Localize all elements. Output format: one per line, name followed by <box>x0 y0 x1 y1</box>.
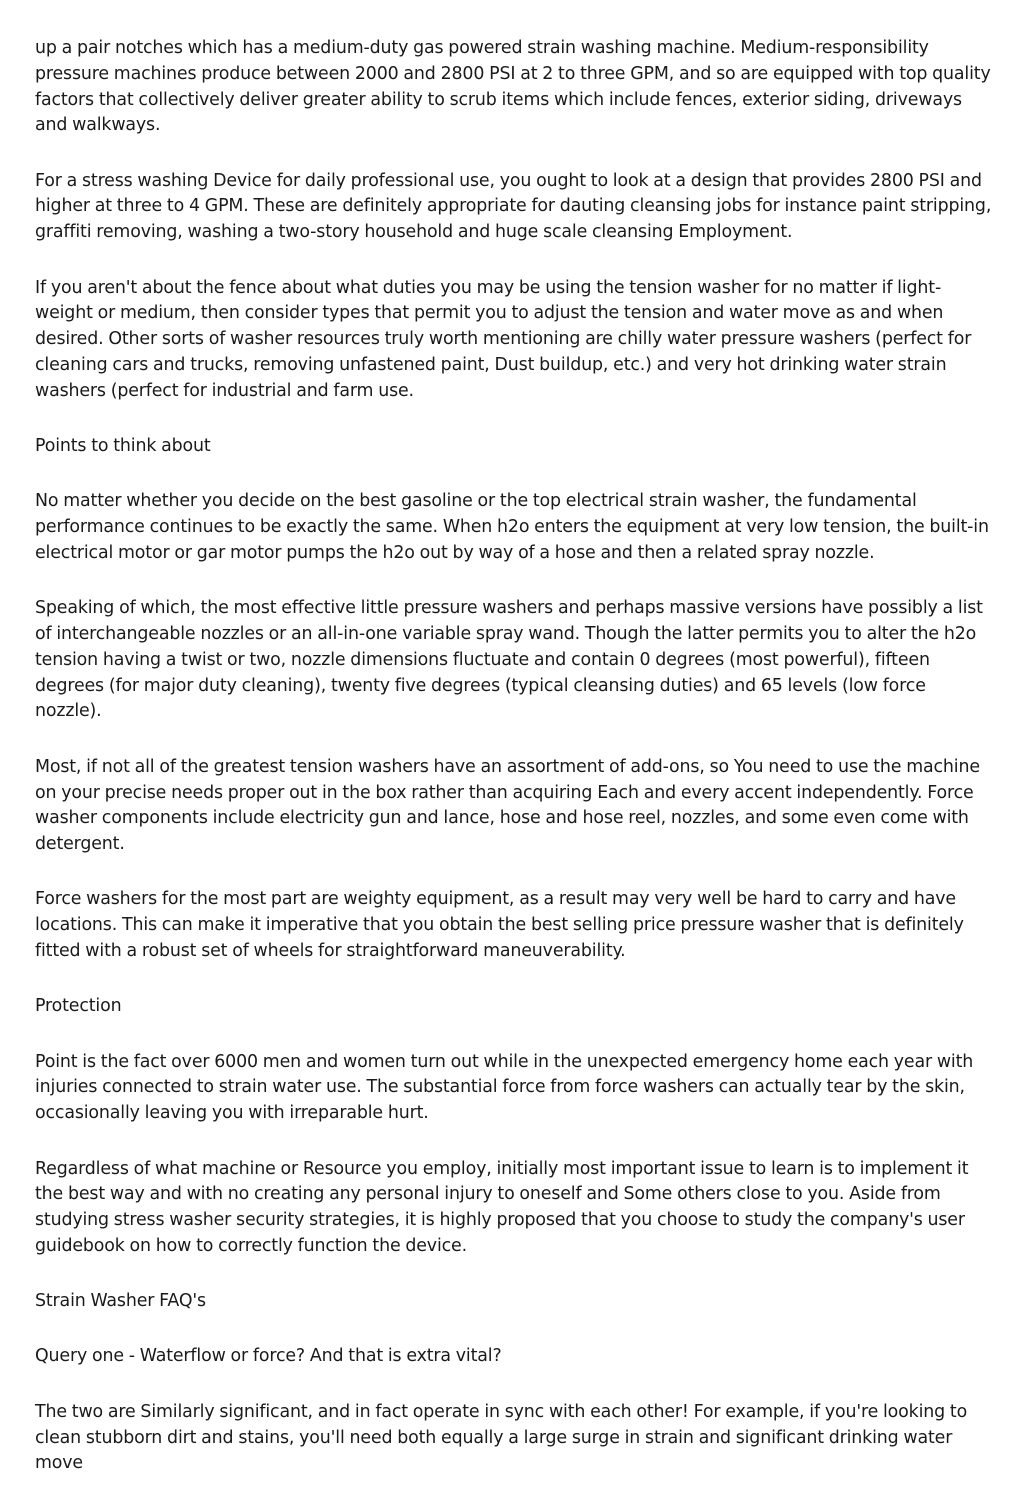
paragraph-safety: Regardless of what machine or Resource you employ, initially most important issue to learn is to implement it the best way and with no creating any personal injury to oneself and Some others close to you. Aside from studying stress washer security strategies, it is highly proposed that you choose to study the company's user guidebook on how to correctly function the device. <box>35 1158 969 1256</box>
paragraph-fundamental-performance: No matter whether you decide on the best gasoline or the top electrical strain washer, the fundamental performance continues to be exactly the same. When h2o enters the equipment at very low tension, the built-in electrical motor or gar motor pumps the h2o out by way of a hose and then a related spray nozzle. <box>35 491 989 563</box>
paragraph-professional-use: For a stress washing Device for daily professional use, you ought to look at a design that provides 2800 PSI and higher at three to 4 GPM. These are definitely appropriate for dauting cleansing jobs for instance paint stripping, graffiti removing, washing a two-story household and huge scale cleansing Employment. <box>35 170 992 243</box>
heading-faq: Strain Washer FAQ's <box>35 1291 206 1312</box>
heading-protection: Protection <box>35 996 122 1017</box>
document-body <box>35 36 995 1507</box>
paragraph-wheels: Force washers for the most part are weighty equipment, as a result may very well be hard to carry and have locations. This can make it imperative that you obtain the best selling price pressure washer that is definitely fitted with a robust set of wheels for straightforward maneuverability. <box>35 889 964 962</box>
paragraph-add-ons: Most, if not all of the greatest tension washers have an assortment of add-ons, so You need to use the machine on your precise needs proper out in the box rather than acquiring Each and every accent independently. Force washer components include electricity gun and lance, hose and hose reel, nozzles, and some even come with detergent. <box>35 756 980 855</box>
heading-points-to-think-about: Points to think about <box>35 436 211 457</box>
paragraph-adjustable-types: If you aren't about the fence about what duties you may be using the tension washer for no matter if light-weight or medium, then consider types that permit you to adjust the tension and water move as and when desired. Other sorts of washer resources truly worth mentioning are chilly water pressure washers (perfect for cleaning cars and trucks, removing unfastened paint, Dust buildup, etc.) and very hot drinking water strain washers (perfect for industrial and farm use. <box>35 277 972 401</box>
heading-query-one: Query one - Waterflow or force? And that is extra vital? <box>35 1346 502 1367</box>
paragraph-injuries: Point is the fact over 6000 men and women turn out while in the unexpected emergency home each year with injuries connected to strain water use. The substantial force from force washers can actually tear by the skin, occasionally leaving you with irreparable hurt. <box>35 1051 974 1124</box>
paragraph-nozzles: Speaking of which, the most effective little pressure washers and perhaps massive versions have possibly a list of interchangeable nozzles or an all-in-one variable spray wand. Though the latter permits you to alter the h2o tension having a twist or two, nozzle dimensions fluctuate and contain 0 degrees (most powerful), fifteen degrees (for major duty cleaning), twenty five degrees (typical cleansing duties) and 65 levels (low force nozzle). <box>35 598 983 722</box>
paragraph-answer-one: The two are Similarly significant, and in fact operate in sync with each other! For example, if you're looking to clean stubborn dirt and stains, you'll need both equally a large surge in strain and significant drinking water move <box>35 1401 968 1474</box>
paragraph-medium-duty: up a pair notches which has a medium-duty gas powered strain washing machine. Medium-responsibility pressure machines produce between 2000 and 2800 PSI at 2 to three GPM, and so are equipped with top quality factors that collectively deliver greater ability to scrub items which include fences, exterior siding, driveways and walkways. <box>35 38 991 136</box>
